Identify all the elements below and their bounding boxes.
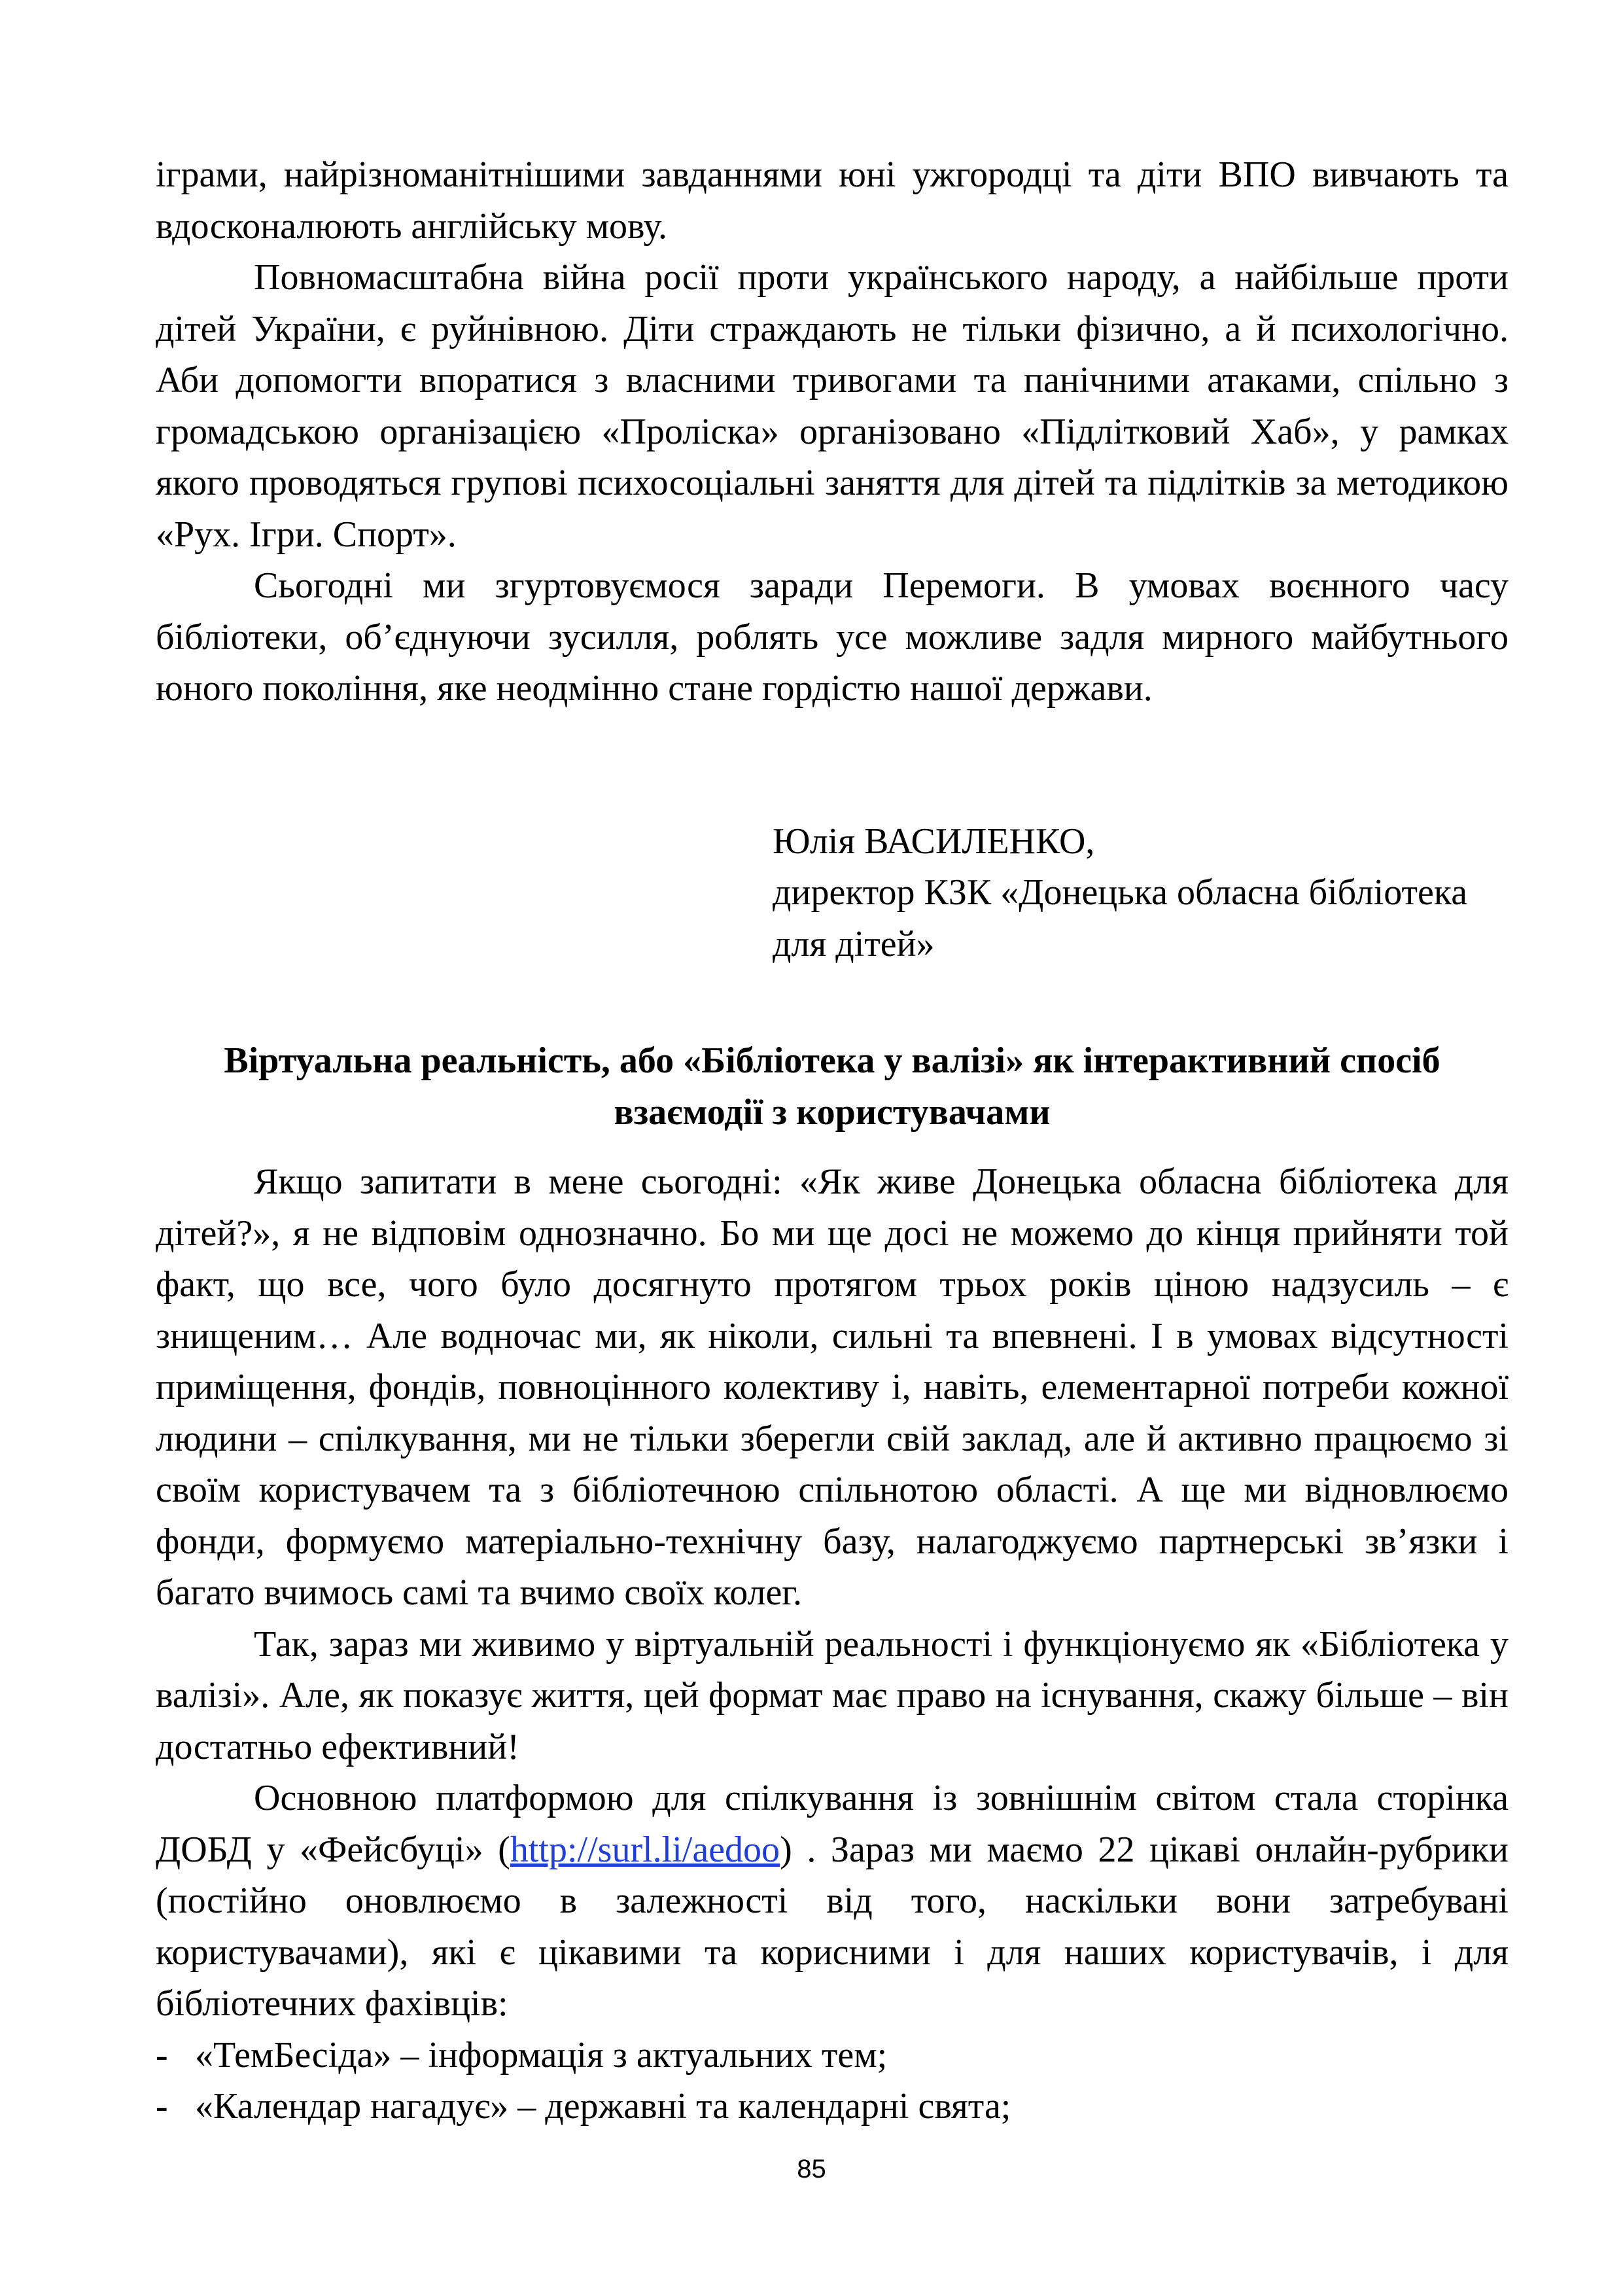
paragraph-victory: Сьогодні ми згуртовуємося заради Перемоги. В умовах воєнного часу бібліотеки, об’єднуючи зусилля, роблять усе можливе задля мирного майбутнього юного покоління, яке неодмінно стане гордістю нашої держави. <box>156 565 1509 709</box>
author-signature-block <box>773 816 1509 970</box>
section-title-line-1: Віртуальна реальність, або «Бібліотека у валізі» як інтерактивний спосіб <box>224 1040 1440 1081</box>
section-title-line-2: взаємодії з користувачами <box>614 1091 1051 1133</box>
author-position-line-2: для дітей» <box>773 923 935 964</box>
section-title <box>156 1035 1509 1138</box>
list-item <box>156 2081 1509 2132</box>
document-page <box>156 149 1509 2132</box>
list-dash: - <box>156 2034 168 2075</box>
spacer <box>156 1138 1509 1156</box>
spacer <box>156 715 1509 816</box>
paragraph-virtual-reality: Так, зараз ми живимо у віртуальній реальності і функціонуємо як «Бібліотека у валізі». Але, як показує життя, цей формат має право на існування, скажу більше – він достатньо ефективний! <box>156 1623 1509 1767</box>
paragraph-facebook-platform <box>156 1773 1509 2030</box>
author-position-line-1: директор КЗК «Донецька обласна бібліотека <box>773 872 1468 913</box>
facebook-text-after-link: ) . Зараз ми маємо 22 цікаві онлайн-рубрики (постійно оновлюємо в залежності від того, наскільки вони затребувані користувачами), які є цікавими та корисними і для наших користувачів, і для бібліотечних фахівців: <box>156 1829 1509 2024</box>
list-item-text: «ТемБесіда» – інформація з актуальних тем; <box>195 2034 888 2075</box>
list-item <box>156 2030 1509 2081</box>
rubrics-list <box>156 2030 1509 2132</box>
spacer <box>156 970 1509 1035</box>
facebook-text-before-link: Основною платформою для спілкування із зовнішнім світом стала сторінка ДОБД у «Фейсбуці» ( <box>156 1778 1509 1870</box>
paragraph-continuation: іграми, найрізноманітнішими завданнями юні ужгородці та діти ВПО вивчають та вдосконалюють англійську мову. <box>156 154 1509 247</box>
author-name: Юлія ВАСИЛЕНКО, <box>773 821 1095 862</box>
paragraph-how-library-lives: Якщо запитати в мене сьогодні: «Як живе Донецька обласна бібліотека для дітей?», я не відповім однозначно. Бо ми ще досі не можемо до кінця прийняти той факт, що все, чого було досягнуто протягом трьох років ціною надзусиль – є знищеним… Але водночас ми, як ніколи, сильні та впевнені. І в умовах відсутності приміщення, фондів, повноцінного колективу і, навіть, елементарної потреби кожної людини – спілкування, ми не тільки зберегли свій заклад, але й активно працюємо зі своїм користувачем та з бібліотечною спільнотою області. А ще ми відновлюємо фонди, формуємо матеріально-технічну базу, налагоджуємо партнерські зв’язки і багато вчимось самі та вчимо своїх колег. <box>156 1161 1509 1613</box>
list-item-text: «Календар нагадує» – державні та календарні свята; <box>195 2086 1011 2127</box>
list-dash: - <box>156 2086 168 2127</box>
facebook-page-link[interactable]: http://surl.li/aedoo <box>510 1829 780 1870</box>
page-number: 85 <box>797 2155 826 2183</box>
paragraph-war-impact: Повномасштабна війна росії проти українського народу, а найбільше проти дітей України, є руйнівною. Діти страждають не тільки фізично, а й психологічно. Аби допомогти впоратися з власними тривогами та панічними атаками, спільно з громадською організацією «Проліска» організовано «Підлітковий Хаб», у рамках якого проводяться групові психосоціальні заняття для дітей та підлітків за методикою «Рух. Ігри. Спорт». <box>156 257 1509 555</box>
